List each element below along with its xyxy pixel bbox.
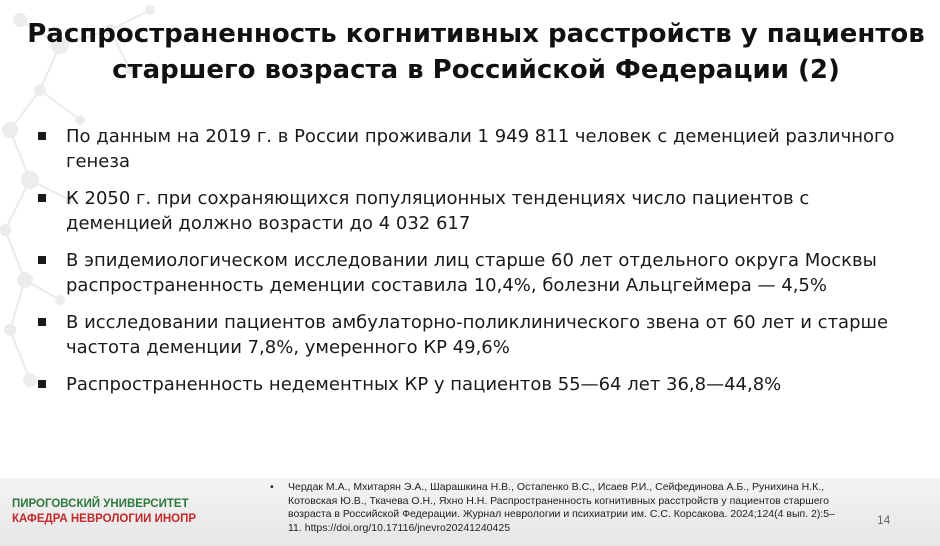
- reference-text: Чердак М.А., Мхитарян Э.А., Шарашкина Н.В., Остапенко В.С., Исаев Р.И., Сейфединова А.Б., Рунихина Н.К., Котовская Ю.В., Ткачева О.Н., Яхно Н.Н. Распространенность когнитивных расстройств у пациентов старшего возраста в Российской Федерации. Журнал неврологии и психиатрии им. С.С. Корсакова. 2024;124(4 вып. 2):5–11. https://doi.org/10.17116/jnevro20241240425: [288, 481, 835, 534]
- slide-title-line-2: старшего возраста в Российской Федерации (2): [112, 55, 840, 85]
- reference-bullet: •: [270, 481, 274, 493]
- list-item: [36, 124, 916, 174]
- page-number: 14: [877, 513, 891, 527]
- department-name: КАФЕДРА НЕВРОЛОГИИ ИНОПР: [12, 513, 197, 525]
- bullet-text: В исследовании пациентов амбулаторно-поликлинического звена от 60 лет и старше частота деменции 7,8%, умеренного КР 49,6%: [66, 312, 889, 358]
- square-bullet-icon: [38, 132, 46, 140]
- slide-title: [20, 16, 932, 88]
- list-item: [36, 248, 916, 298]
- list-item: [36, 310, 916, 360]
- list-item: [36, 372, 916, 397]
- university-label: [12, 497, 196, 527]
- slide-title-line-1: Распространенность когнитивных расстройств у пациентов: [27, 19, 925, 49]
- square-bullet-icon: [38, 256, 46, 264]
- bullet-text: Распространенность недементных КР у пациентов 55—64 лет 36,8—44,8%: [66, 374, 782, 395]
- square-bullet-icon: [38, 380, 46, 388]
- bullet-text: В эпидемиологическом исследовании лиц старше 60 лет отдельного округа Москвы распространенность деменции составила 10,4%, болезни Альцгеймера — 4,5%: [66, 250, 877, 296]
- bullet-text: К 2050 г. при сохраняющихся популяционных тенденциях число пациентов с деменцией должно возрасти до 4 032 617: [66, 188, 810, 234]
- list-item: [36, 186, 916, 236]
- university-name: ПИРОГОВСКИЙ УНИВЕРСИТЕТ: [12, 498, 189, 510]
- reference-citation: [270, 481, 848, 535]
- bullet-list: [36, 124, 916, 409]
- bullet-text: По данным на 2019 г. в России проживали 1 949 811 человек с деменцией различного генеза: [66, 126, 895, 172]
- square-bullet-icon: [38, 194, 46, 202]
- square-bullet-icon: [38, 318, 46, 326]
